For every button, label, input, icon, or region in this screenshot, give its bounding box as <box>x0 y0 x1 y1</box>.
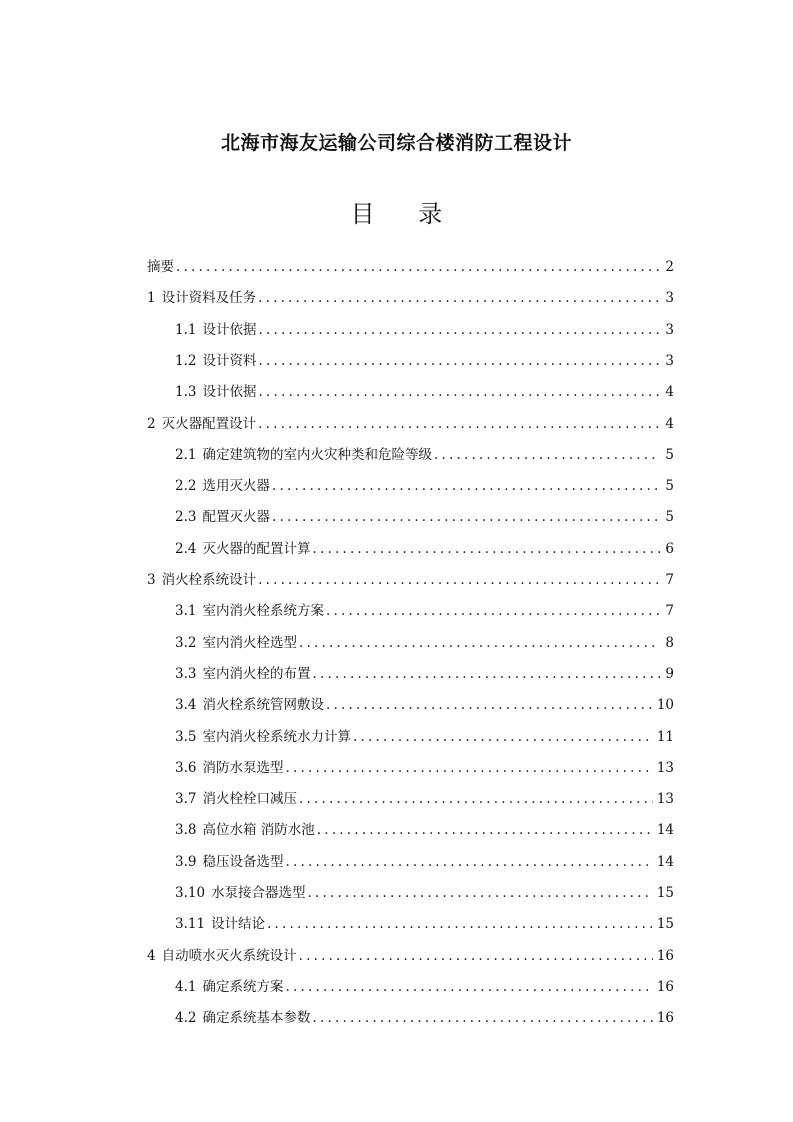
toc-entry-number: 4 <box>147 947 156 964</box>
toc-leader-dots <box>176 256 660 278</box>
toc-entry-number: 4.1 <box>175 978 197 995</box>
toc-entry[interactable] <box>147 287 674 309</box>
toc-entry-text: 选用灭火器 <box>202 478 270 495</box>
toc-entry-text: 室内消火栓选型 <box>202 634 297 651</box>
toc-entry[interactable] <box>147 413 674 435</box>
toc-entry-number: 1.1 <box>175 321 197 338</box>
toc-entry[interactable] <box>175 757 674 779</box>
toc-entry-number: 3.4 <box>175 697 197 714</box>
toc-entry-text: 室内消火栓系统水力计算 <box>202 728 351 745</box>
toc-entry-text: 设计资料 <box>202 352 257 369</box>
toc-entry-text: 室内消火栓的布置 <box>202 665 311 682</box>
toc-entry-number: 3.1 <box>175 603 197 620</box>
toc-entry-page: 3 <box>665 290 674 307</box>
toc-entry-text: 设计依据 <box>202 321 257 338</box>
toc-entry-page: 4 <box>665 384 674 401</box>
toc-heading: 目 录 <box>350 200 461 228</box>
toc-entry-number: 3.10 <box>175 885 206 901</box>
toc-entry-number: 1.2 <box>175 352 197 369</box>
toc-entry-page: 6 <box>665 540 674 557</box>
toc-entry-label <box>147 569 256 591</box>
toc-entry[interactable] <box>175 475 674 497</box>
toc-entry-text: 消火栓系统设计 <box>161 572 257 588</box>
toc-entry-text: 摘要 <box>147 259 174 275</box>
toc-entry-page: 15 <box>656 916 674 933</box>
toc-entry[interactable] <box>175 1007 674 1029</box>
toc-leader-dots <box>326 694 653 716</box>
toc-leader-dots <box>299 632 660 654</box>
toc-entry-number: 3 <box>147 572 156 588</box>
toc-entry-page: 13 <box>656 791 674 808</box>
toc-entry-number: 2 <box>147 415 156 432</box>
toc-leader-dots <box>353 726 653 748</box>
toc-leader-dots <box>312 1007 652 1029</box>
toc-entry-page: 3 <box>665 352 674 369</box>
toc-entry[interactable] <box>175 381 674 403</box>
toc-entry-page: 2 <box>665 259 674 275</box>
toc-entry-page: 16 <box>656 947 674 964</box>
toc-entry[interactable] <box>175 444 674 466</box>
toc-entry-label <box>175 350 256 372</box>
toc-entry-number: 2.1 <box>175 446 197 463</box>
toc-entry-label <box>175 726 351 748</box>
toc-entry[interactable] <box>147 945 674 967</box>
toc-entry[interactable] <box>175 600 674 622</box>
toc-entry-number: 2.3 <box>175 509 197 526</box>
toc-leader-dots <box>258 381 660 403</box>
document-title: 北海市海友运输公司综合楼消防工程设计 <box>220 132 572 154</box>
toc-entry-label <box>175 319 256 341</box>
toc-entry-page: 11 <box>656 728 674 745</box>
toc-entry-page: 9 <box>665 665 674 682</box>
toc-entry-text: 消防水泵选型 <box>202 759 284 776</box>
toc-leader-dots <box>272 506 660 528</box>
toc-entry-text: 确定系统方案 <box>202 978 284 995</box>
toc-entry-label <box>175 506 270 528</box>
toc-entry-label <box>175 632 297 654</box>
toc-entry-label <box>147 413 256 435</box>
toc-entry-number: 2.4 <box>175 540 197 557</box>
toc-leader-dots <box>312 538 660 560</box>
toc-entry-label <box>175 976 283 998</box>
toc-entry[interactable] <box>175 788 674 810</box>
toc-entry-number: 3.8 <box>175 822 197 839</box>
toc-entry-label <box>175 444 432 466</box>
toc-entry-number: 3.9 <box>175 853 197 870</box>
toc-leader-dots <box>312 663 660 685</box>
toc-entry-label <box>175 600 324 622</box>
toc-entry-page: 7 <box>665 572 674 588</box>
toc-entry-label <box>147 256 174 278</box>
toc-entry-label <box>175 663 310 685</box>
toc-entry-text: 消火栓栓口减压 <box>202 791 297 808</box>
toc-entry[interactable] <box>175 538 674 560</box>
toc-entry-number: 2.2 <box>175 478 197 495</box>
toc-entry-label <box>175 538 310 560</box>
toc-leader-dots <box>434 444 660 466</box>
toc-entry-label <box>175 819 315 841</box>
toc-entry[interactable] <box>175 632 674 654</box>
toc-entry[interactable] <box>175 663 674 685</box>
toc-leader-dots <box>285 757 652 779</box>
toc-entry-text: 灭火器配置设计 <box>161 415 257 432</box>
toc-entry-page: 14 <box>656 853 674 870</box>
toc-entry-label <box>175 851 283 873</box>
toc-leader-dots <box>285 851 652 873</box>
toc-entry-number: 3.2 <box>175 634 197 651</box>
toc-entry-number: 3.11 <box>175 916 206 933</box>
toc-leader-dots <box>326 600 660 622</box>
toc-entry-label <box>175 882 306 904</box>
toc-entry-text: 配置灭火器 <box>202 509 270 526</box>
toc-entry-number: 3.6 <box>175 759 197 776</box>
toc-leader-dots <box>258 569 660 591</box>
toc-entry-text: 水泵接合器选型 <box>211 885 306 901</box>
toc-leader-dots <box>258 413 660 435</box>
toc-entry-page: 5 <box>665 446 674 463</box>
toc-entry-label <box>175 694 324 716</box>
toc-entry-text: 室内消火栓系统方案 <box>202 603 324 620</box>
toc-entry-page: 8 <box>665 634 674 651</box>
toc-entry-text: 设计依据 <box>202 384 257 401</box>
toc-leader-dots <box>258 350 660 372</box>
toc-entry-page: 10 <box>656 697 674 714</box>
toc-leader-dots <box>272 475 660 497</box>
toc-entry-text: 确定建筑物的室内火灾种类和危险等级 <box>202 446 432 463</box>
toc-entry-page: 5 <box>665 509 674 526</box>
toc-entry-number: 1.3 <box>175 384 197 401</box>
toc-entry-page: 16 <box>656 978 674 995</box>
toc-entry-label <box>175 381 256 403</box>
toc-entry-number: 4.2 <box>175 1010 197 1027</box>
toc-leader-dots <box>308 882 653 904</box>
toc-entry-text: 高位水箱 消防水池 <box>202 822 315 839</box>
toc-entry[interactable] <box>175 976 674 998</box>
toc-entry-page: 13 <box>656 759 674 776</box>
toc-entry[interactable] <box>175 851 674 873</box>
toc-leader-dots <box>299 788 653 810</box>
toc-entry[interactable] <box>175 694 674 716</box>
toc-entry-page: 5 <box>665 478 674 495</box>
toc-entry-label <box>175 788 297 810</box>
toc-entry-label <box>147 287 256 309</box>
toc-leader-dots <box>267 913 653 935</box>
toc-entry-page: 16 <box>656 1010 674 1027</box>
toc-entry-page: 4 <box>665 415 674 432</box>
toc-entry-label <box>175 475 270 497</box>
toc-entry-label <box>147 945 297 967</box>
toc-entry-number: 1 <box>147 290 156 307</box>
toc-entry-number: 3.7 <box>175 791 197 808</box>
toc-entry-text: 稳压设备选型 <box>202 853 284 870</box>
toc-leader-dots <box>258 319 660 341</box>
toc-entry-text: 设计结论 <box>211 916 266 933</box>
toc-entry-number: 3.5 <box>175 728 197 745</box>
toc-entry-label <box>175 913 265 935</box>
toc-entry[interactable] <box>175 913 674 935</box>
toc-entry[interactable] <box>175 319 674 341</box>
toc-entry-text: 消火栓系统管网敷设 <box>202 697 324 714</box>
toc-entry-label <box>175 757 283 779</box>
toc-entry-text: 自动喷水灭火系统设计 <box>161 947 297 964</box>
toc-leader-dots <box>258 287 660 309</box>
toc-entry[interactable] <box>147 569 674 591</box>
toc-entry-number: 3.3 <box>175 665 197 682</box>
toc-leader-dots <box>299 945 653 967</box>
toc-leader-dots <box>317 819 653 841</box>
toc-entry-label <box>175 1007 310 1029</box>
toc-entry-page: 3 <box>665 321 674 338</box>
toc-entry-page: 15 <box>656 885 674 901</box>
toc-entry[interactable] <box>147 256 674 278</box>
toc-entry-page: 7 <box>665 603 674 620</box>
toc-entry-text: 灭火器的配置计算 <box>202 540 311 557</box>
toc-entry[interactable] <box>175 882 674 904</box>
toc-entry[interactable] <box>175 819 674 841</box>
toc-entry-text: 确定系统基本参数 <box>202 1010 311 1027</box>
toc-entry[interactable] <box>175 726 674 748</box>
toc-entry-text: 设计资料及任务 <box>161 290 257 307</box>
toc-entry-page: 14 <box>656 822 674 839</box>
toc-leader-dots <box>285 976 652 998</box>
toc-entry[interactable] <box>175 350 674 372</box>
toc-entry[interactable] <box>175 506 674 528</box>
